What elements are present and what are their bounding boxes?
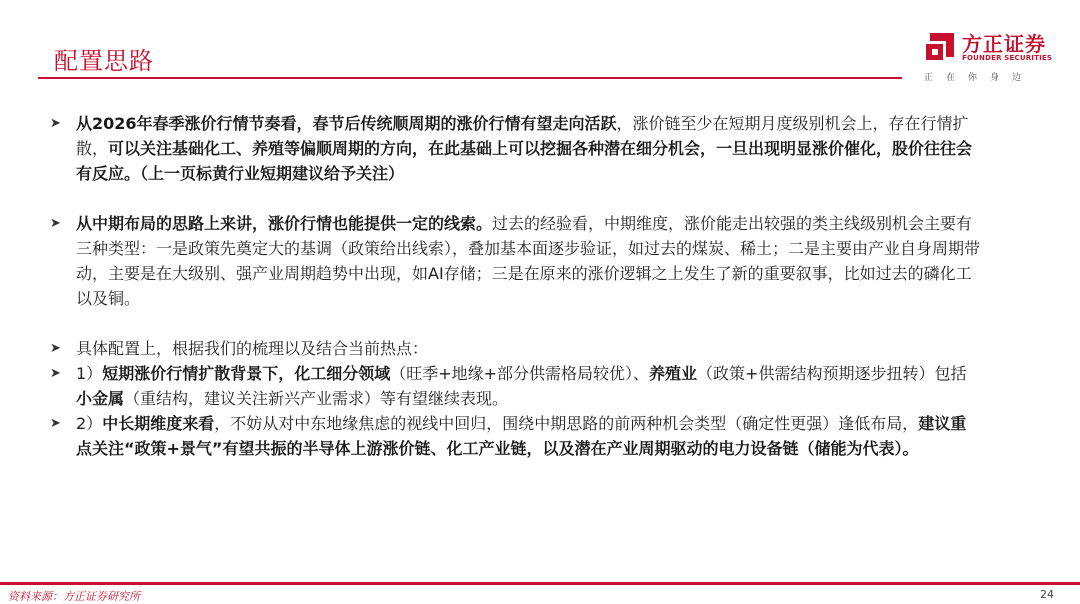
logo-text-cn: 方正证券 [962, 32, 1046, 56]
bullet-3-text-1: 具体配置上，根据我们的梳理以及结合当前热点： [76, 339, 429, 358]
bullet-1-bold-2: 可以关注基础化工、养殖等偏顺周期的方向，在此基础上可以挖掘各种潜在细分机会，一旦出现明显涨价催化，股价往往会有反应。（上一页标黄行业短期建议给予关注） [76, 139, 973, 183]
header-divider [38, 77, 902, 79]
bullet-arrow-icon: ➤ [50, 416, 61, 431]
bullet-2-bold-1: 从中期布局的思路上来讲，涨价行情也能提供一定的线索。 [76, 214, 493, 233]
bullet-4-text-1: 1） [76, 364, 103, 383]
bullet-arrow-icon: ➤ [50, 341, 61, 356]
bullet-5-bold-1: 中长期维度来看 [102, 414, 215, 433]
bullet-arrow-icon: ➤ [50, 216, 61, 231]
bullet-arrow-icon: ➤ [50, 366, 61, 381]
page-number: 24 [1040, 588, 1054, 601]
bullet-5-bold-2: 建议重点关注“政策+景气”有望共振的半导体上游涨价链、化工产业链，以及潜在产业周期驱动的电力设备链（储能为代表）。 [76, 414, 967, 458]
bullet-4-text-3: （政策+供需结构预期逐步扭转）包括 [697, 364, 967, 383]
bullet-4-bold-3: 小金属 [76, 389, 125, 408]
content-body [50, 111, 980, 461]
bullet-4-bold-1: 短期涨价行情扩散背景下，化工细分领域 [102, 364, 391, 383]
bullet-item-5 [50, 411, 980, 461]
bullet-4-bold-2: 养殖业 [649, 364, 698, 383]
logo-text-en: FOUNDER SECURITIES [962, 54, 1053, 62]
bullet-arrow-icon: ➤ [50, 116, 61, 131]
bullet-item-2 [50, 211, 980, 311]
source-note: 资料来源：方正证券研究所 [8, 590, 140, 603]
page-title: 配置思路 [54, 47, 154, 75]
company-logo [922, 27, 1062, 87]
bullet-4-text-2: （旺季+地缘+部分供需格局较优）、 [390, 364, 650, 383]
bullet-item-4 [50, 361, 980, 411]
logo-slogan: 正在你身边 [924, 73, 1035, 83]
bullet-1-bold-1: 从2026年春季涨价行情节奏看，春节后传统顺周期的涨价行情有望走向活跃 [76, 114, 617, 133]
bullet-item-1 [50, 111, 980, 186]
bullet-1-text-1: ，涨价链至少在短期月度级别机会上，存在行情扩散， [76, 114, 969, 158]
bullet-item-3 [50, 336, 980, 361]
footer-divider [0, 582, 1080, 585]
bullet-4-text-4: （重结构，建议关注新兴产业需求）等有望继续表现。 [124, 389, 509, 408]
founder-logo-icon [924, 30, 956, 62]
bullet-5-text-1: 2） [76, 414, 103, 433]
bullet-2-text-1: 过去的经验看，中期维度，涨价能走出较强的类主线级别机会主要有三种类型：一是政策先奠定大的基调（政策给出线索），叠加基本面逐步验证，如过去的煤炭、稀土；二是主要由产业自身周期带动，主要是在大级别、强产业周期趋势中出现，如AI存储；三是在原来的涨价逻辑之上发生了新的重要叙事，比如过去的磷化工以及铜。 [76, 214, 981, 308]
bullet-5-text-2: ，不妨从对中东地缘焦虑的视线中回归，围绕中期思路的前两种机会类型（确定性更强）逢低布局， [214, 414, 919, 433]
